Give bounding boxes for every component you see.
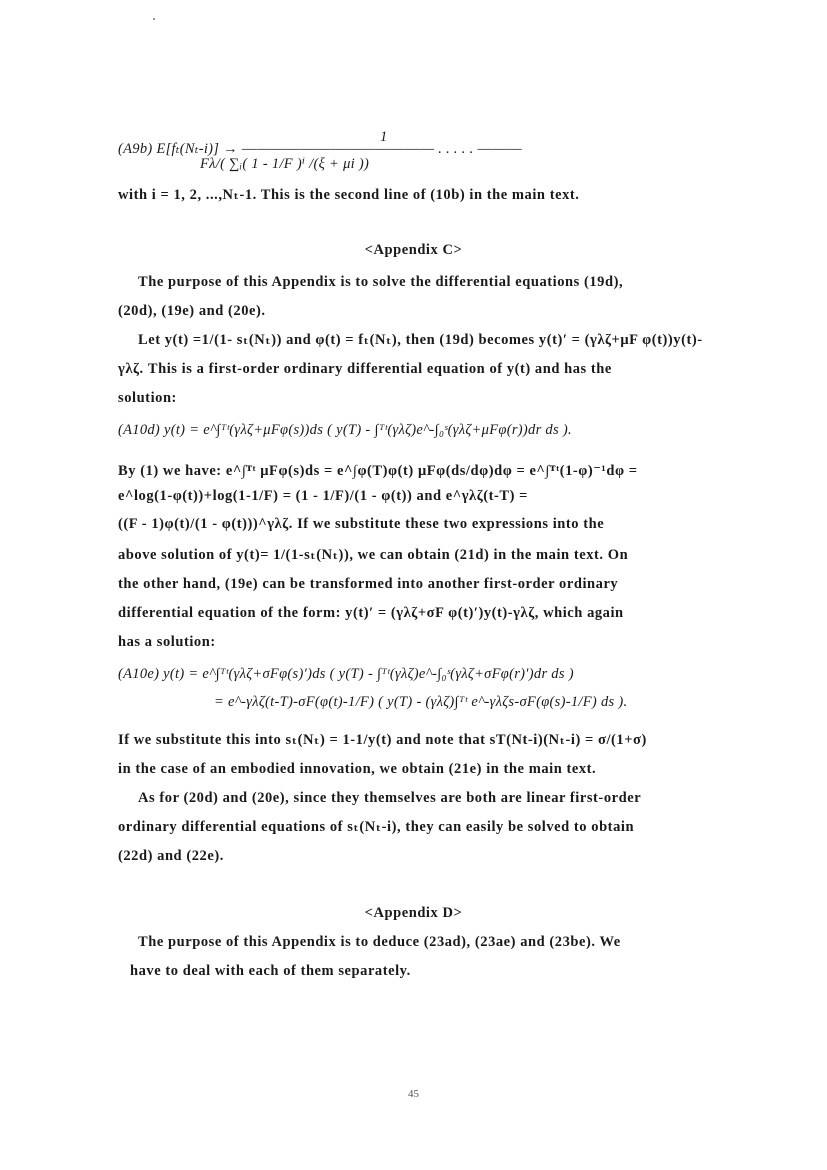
text-line: The purpose of this Appendix is to solve the differential equations (19d), [138, 274, 624, 290]
text-line: (22d) and (22e). [118, 848, 224, 864]
text-line: the other hand, (19e) can be transformed into another first-order ordinary [118, 576, 619, 592]
text-line: (A10d) y(t) = e^∫ᵀᵗ(γλζ+μFφ(s))ds ( y(T) - ∫ᵀᵗ(γλζ)e^-∫₀ˢ(γλζ+μFφ(r))dr ds ). [118, 422, 572, 438]
text-line: (A9b) E[fₜ(Nₜ-i)] → ――――――――――――― . . . . . ――― [118, 141, 522, 157]
text-line: differential equation of the form: y(t)′ = (γλζ+σF φ(t)′)y(t)-γλζ, which again [118, 605, 624, 621]
text-line: If we substitute this into sₜ(Nₜ) = 1-1/y(t) and note that sT(Nt-i)(Nₜ-i) = σ/(1+σ) [118, 732, 647, 748]
text-line: has a solution: [118, 634, 216, 650]
text-line: <Appendix C> [364, 242, 463, 258]
text-line: solution: [118, 390, 177, 406]
page-number: 45 [408, 1088, 419, 1100]
text-line: γλζ. This is a first-order ordinary differential equation of y(t) and has the [118, 361, 612, 377]
text-line: ordinary differential equations of sₜ(Nₜ-i), they can easily be solved to obtain [118, 819, 635, 835]
text-line: e^log(1-φ(t))+log(1-1/F) = (1 - 1/F)/(1 - φ(t)) and e^γλζ(t-T) = [118, 488, 528, 504]
text-line: The purpose of this Appendix is to deduce (23ad), (23ae) and (23be). We [138, 934, 621, 950]
text-line: As for (20d) and (20e), since they themselves are both are linear first-order [138, 790, 642, 806]
text-line: above solution of y(t)= 1/(1-sₜ(Nₜ)), we can obtain (21d) in the main text. On [118, 547, 629, 563]
text-line: (A10e) y(t) = e^∫ᵀᵗ(γλζ+σFφ(s)′)ds ( y(T) - ∫ᵀᵗ(γλζ)e^-∫₀ˢ(γλζ+σFφ(r)′)dr ds ) [118, 666, 574, 682]
text-line: = e^-γλζ(t-T)-σF(φ(t)-1/F) ( y(T) - (γλζ)∫ᵀᵗ e^-γλζs-σF(φ(s)-1/F) ds ). [214, 694, 628, 710]
text-line: ((F - 1)φ(t)/(1 - φ(t)))^γλζ. If we substitute these two expressions into the [118, 516, 605, 532]
text-line: Fλ/( ∑ᵢ( 1 - 1/F )ⁱ /(ξ + μi )) [200, 156, 370, 172]
text-line: <Appendix D> [364, 905, 463, 921]
text-line: 1 [380, 129, 388, 145]
text-line: Let y(t) =1/(1- sₜ(Nₜ)) and φ(t) = fₜ(Nₜ), then (19d) becomes y(t)′ = (γλζ+μF φ(t))y(t)- [138, 332, 703, 348]
text-line: (20d), (19e) and (20e). [118, 303, 266, 319]
scan-speck [153, 18, 155, 20]
text-line: in the case of an embodied innovation, we obtain (21e) in the main text. [118, 761, 597, 777]
text-line: with i = 1, 2, ...,Nₜ-1. This is the second line of (10b) in the main text. [118, 187, 580, 203]
text-line: have to deal with each of them separately. [130, 963, 411, 979]
text-line: By (1) we have: e^∫ᵀᵗ μFφ(s)ds = e^∫φ(T)φ(t) μFφ(ds/dφ)dφ = e^∫ᵀᵗ(1-φ)⁻¹dφ = [118, 463, 638, 479]
